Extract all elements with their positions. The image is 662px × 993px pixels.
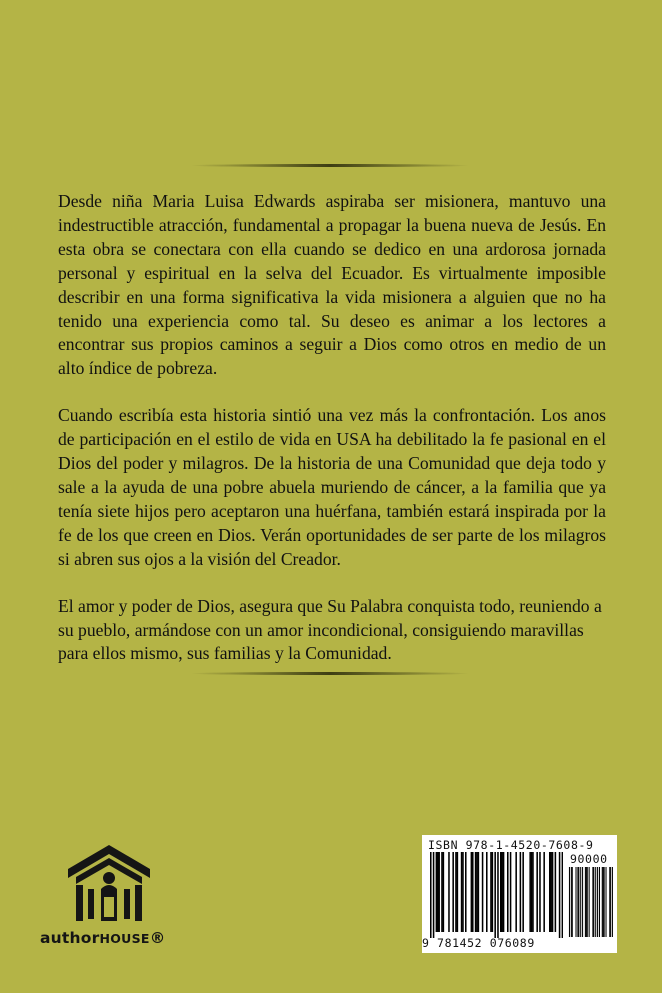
barcode-bar [476, 852, 478, 932]
barcode-bar [520, 852, 522, 932]
bottom-divider [190, 672, 470, 675]
barcode-bar [549, 852, 551, 932]
description-paragraph-3: El amor y poder de Dios, asegura que Su Palabra conquista todo, reuniendo a su pueblo, armándose con un amor incondicional, consiguiendo maravillas para ellos mismo, sus familias y la Comunidad. [58, 595, 602, 664]
back-cover-description [58, 190, 606, 689]
addon-bar [603, 867, 604, 937]
addon-bar [593, 867, 594, 937]
barcode-bar [515, 852, 517, 932]
barcode-bar [529, 852, 531, 932]
addon-bar [572, 867, 573, 937]
barcode-bar [559, 852, 561, 938]
barcode-bar [510, 852, 512, 932]
addon-bar [604, 867, 605, 937]
price-code-label: 90000 [570, 852, 608, 866]
addon-bar [599, 867, 600, 937]
barcode-bar [539, 852, 541, 932]
barcode-bar [452, 852, 454, 932]
barcode-bar [492, 852, 494, 932]
barcode-bar [562, 852, 563, 938]
isbn-label: ISBN 978-1-4520-7608-9 [428, 838, 594, 852]
ean-digits-label: 9 781452 076089 [422, 936, 535, 950]
barcode-bar [437, 852, 439, 932]
barcode-bar [532, 852, 534, 932]
barcode-bar [465, 852, 467, 932]
barcode-bar [490, 852, 492, 932]
description-paragraph-2: Cuando escribía esta historia sintió una vez más la confrontación. Los anos de participación en el estilo de vida en USA ha debilitado la fe pasional en el Dios del poder y milagros. De la historia de una Comunidad que deja todo y sale a la ayuda de una pobre abuela muriendo de cáncer, a la familia que ya tenía siete hijos pero aceptaron una huérfana, también estará inspirada por la fe de los que creen en Dios. Verán oportunidades de ser parte de los milagros si abren sus ojos a la visión del Creador. [58, 405, 606, 569]
barcode-bar [501, 852, 503, 932]
addon-bar [609, 867, 610, 937]
addon-bar [580, 867, 581, 937]
barcode-bar [536, 852, 538, 932]
addon-bar [589, 867, 590, 937]
barcode-bar [457, 852, 459, 932]
barcode-bar [443, 852, 445, 932]
barcode-bar [441, 852, 443, 932]
barcode-bar [478, 852, 480, 932]
addon-bar [612, 867, 613, 937]
barcode-bar [482, 852, 484, 932]
trademark-symbol: ® [149, 929, 166, 947]
barcode-bar [472, 852, 474, 932]
barcode-bar [486, 852, 488, 932]
isbn-barcode [422, 835, 617, 953]
barcode-bar [475, 852, 477, 932]
addon-bar [577, 867, 578, 937]
addon-bar [582, 867, 583, 937]
barcode-bar [531, 852, 533, 932]
publisher-name-part2: HOUSE [99, 931, 150, 946]
barcode-bar [471, 852, 473, 932]
price-addon-bars [568, 867, 613, 937]
publisher-logo [40, 845, 200, 955]
addon-bar [569, 867, 570, 937]
barcode-bar [455, 852, 457, 932]
barcode-bar [497, 852, 499, 938]
barcode-bar [552, 852, 554, 932]
addon-bar [571, 867, 572, 937]
barcode-bar [438, 852, 440, 932]
addon-bar [606, 867, 607, 937]
barcode-bar [436, 852, 438, 932]
barcode-bar [503, 852, 505, 932]
addon-bar [602, 867, 603, 937]
barcode-bar [430, 852, 432, 938]
authorhouse-logo-icon [68, 845, 150, 925]
barcode-bar [507, 852, 509, 932]
top-divider [190, 164, 470, 167]
addon-bar [578, 867, 579, 937]
addon-bar [576, 867, 577, 937]
publisher-wordmark [40, 929, 165, 947]
publisher-name-part1: author [40, 929, 100, 947]
barcode-bar [500, 852, 502, 932]
addon-bar [610, 867, 611, 937]
barcode-bar [543, 852, 545, 932]
barcode-bar [550, 852, 552, 932]
ean-13-bars [430, 852, 563, 938]
barcode-bar [461, 852, 463, 932]
barcode-bar [433, 852, 435, 938]
description-paragraph-1: Desde niña Maria Luisa Edwards aspiraba ser misionera, mantuvo una indestructible atracción, fundamental a propagar la buena nueva de Jesús. En esta obra se conectara con ella cuando se dedico en una ardorosa jornada personal y espiritual en la selva del Ecuador. Es virtualmente imposible describir en una forma significativa la vida misionera a alguien que no ha tenido una experiencia como tal. Su deseo es animar a los lectores a encontrar sus propios caminos a seguir a Dios como otros en medio de un alto índice de pobreza. [58, 191, 606, 379]
addon-bar [586, 867, 587, 937]
barcode-bar [555, 852, 557, 932]
addon-bar [592, 867, 593, 937]
addon-bar [597, 867, 598, 937]
barcode-bar [494, 852, 496, 938]
addon-bar [595, 867, 596, 937]
addon-bar [587, 867, 588, 937]
barcode-bar [462, 852, 464, 932]
barcode-bar [522, 852, 524, 932]
addon-bar [585, 867, 586, 937]
barcode-bar [448, 852, 450, 932]
